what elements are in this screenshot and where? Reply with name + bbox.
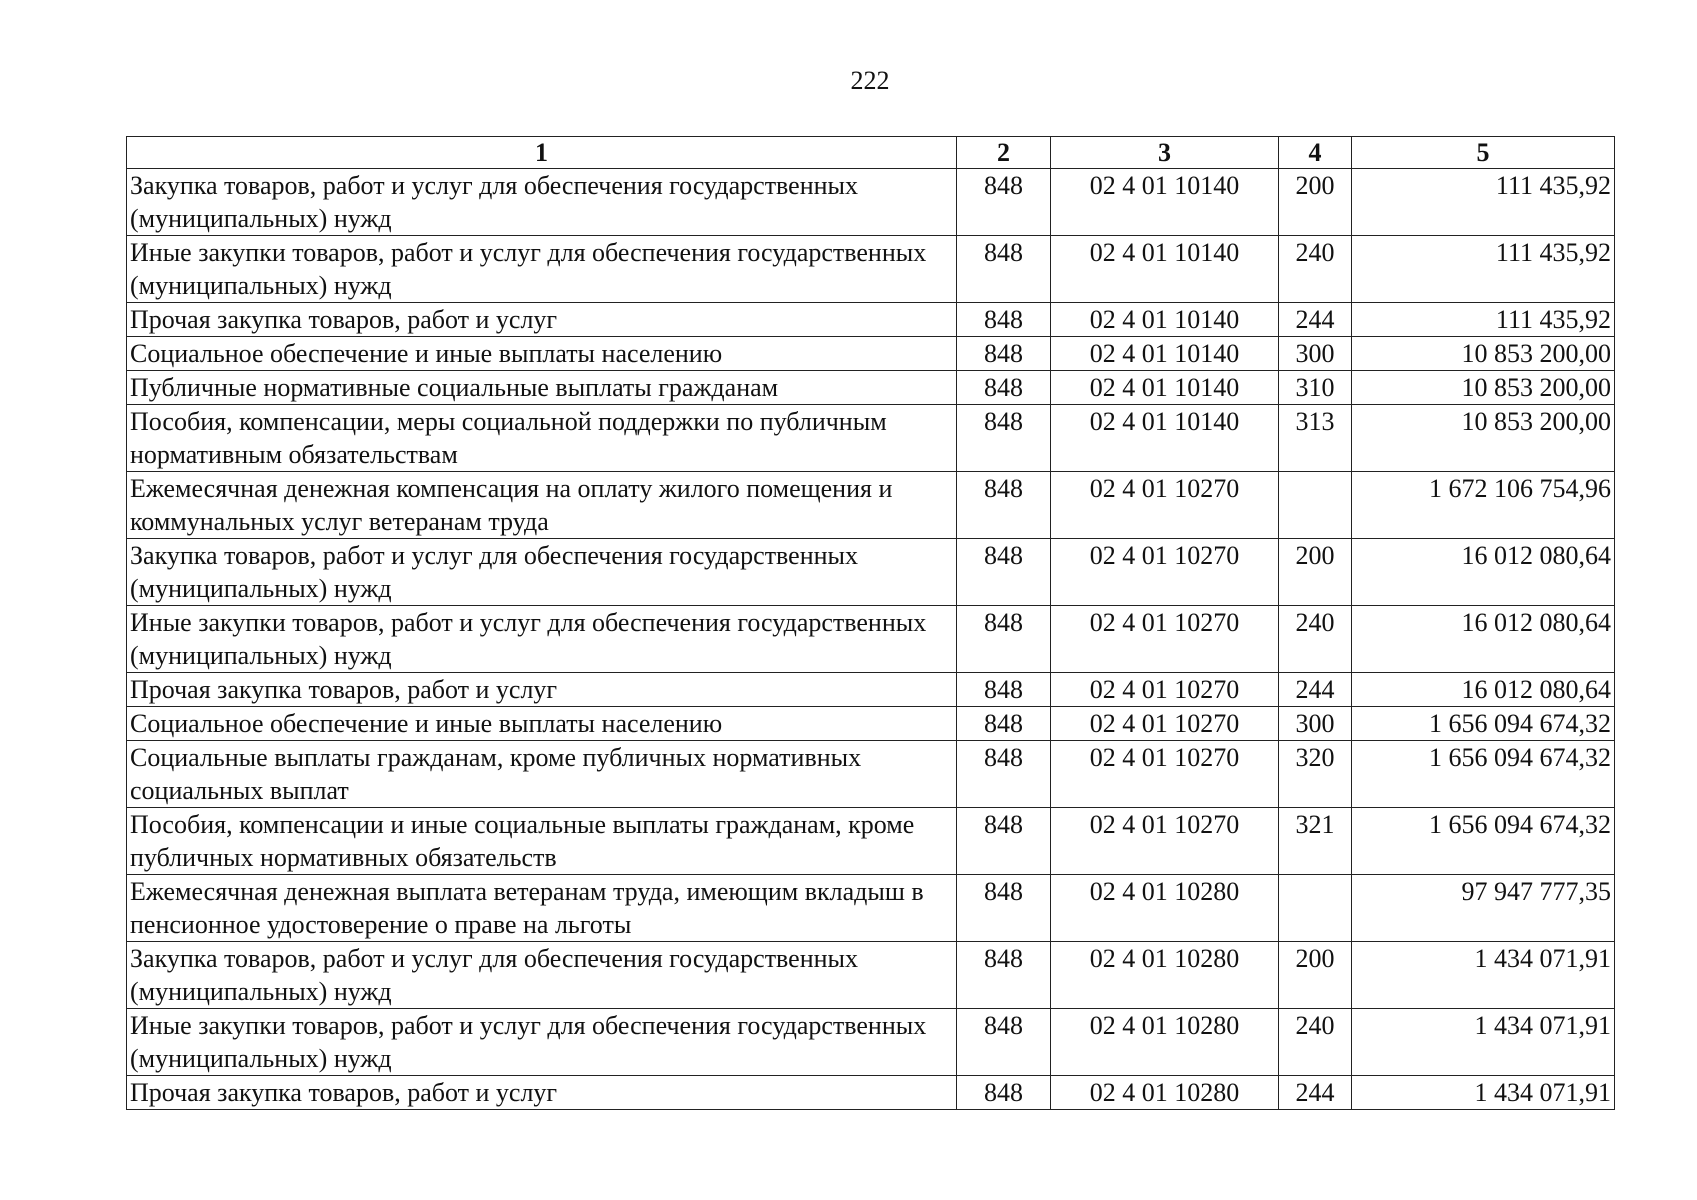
column-header-5: 5	[1352, 137, 1615, 169]
row-name-cell: Прочая закупка товаров, работ и услуг	[127, 303, 957, 337]
table-row	[127, 169, 1615, 236]
expense-type-cell: 320	[1279, 741, 1352, 808]
table-row	[127, 472, 1615, 539]
ministry-code-cell: 848	[957, 472, 1051, 539]
table-row	[127, 236, 1615, 303]
target-article-cell: 02 4 01 10280	[1051, 942, 1279, 1009]
column-header-3: 3	[1051, 137, 1279, 169]
row-name-cell: Ежемесячная денежная компенсация на оплату жилого помещения и коммунальных услуг ветеранам труда	[127, 472, 957, 539]
target-article-cell: 02 4 01 10140	[1051, 236, 1279, 303]
expense-type-cell: 200	[1279, 942, 1352, 1009]
ministry-code-cell: 848	[957, 942, 1051, 1009]
header-row	[127, 137, 1615, 169]
row-name-cell: Прочая закупка товаров, работ и услуг	[127, 1076, 957, 1110]
expense-type-cell: 244	[1279, 1076, 1352, 1110]
expense-type-cell: 200	[1279, 169, 1352, 236]
table-row	[127, 707, 1615, 741]
target-article-cell: 02 4 01 10270	[1051, 707, 1279, 741]
table-row	[127, 1009, 1615, 1076]
expense-type-cell: 240	[1279, 606, 1352, 673]
row-name-cell: Пособия, компенсации, меры социальной поддержки по публичным нормативным обязательствам	[127, 405, 957, 472]
target-article-cell: 02 4 01 10270	[1051, 808, 1279, 875]
target-article-cell: 02 4 01 10140	[1051, 169, 1279, 236]
table-body	[127, 169, 1615, 1110]
expense-type-cell: 244	[1279, 673, 1352, 707]
row-name-cell: Социальное обеспечение и иные выплаты населению	[127, 337, 957, 371]
budget-table	[126, 136, 1615, 1110]
ministry-code-cell: 848	[957, 337, 1051, 371]
ministry-code-cell: 848	[957, 606, 1051, 673]
table-row	[127, 673, 1615, 707]
ministry-code-cell: 848	[957, 1076, 1051, 1110]
ministry-code-cell: 848	[957, 1009, 1051, 1076]
ministry-code-cell: 848	[957, 169, 1051, 236]
ministry-code-cell: 848	[957, 405, 1051, 472]
amount-cell: 16 012 080,64	[1352, 539, 1615, 606]
target-article-cell: 02 4 01 10140	[1051, 405, 1279, 472]
amount-cell: 16 012 080,64	[1352, 606, 1615, 673]
expense-type-cell: 321	[1279, 808, 1352, 875]
expense-type-cell: 300	[1279, 337, 1352, 371]
row-name-cell: Прочая закупка товаров, работ и услуг	[127, 673, 957, 707]
ministry-code-cell: 848	[957, 303, 1051, 337]
row-name-cell: Публичные нормативные социальные выплаты гражданам	[127, 371, 957, 405]
amount-cell: 10 853 200,00	[1352, 337, 1615, 371]
expense-type-cell: 244	[1279, 303, 1352, 337]
row-name-cell: Закупка товаров, работ и услуг для обеспечения государственных (муниципальных) нужд	[127, 169, 957, 236]
row-name-cell: Закупка товаров, работ и услуг для обеспечения государственных (муниципальных) нужд	[127, 942, 957, 1009]
expense-type-cell: 313	[1279, 405, 1352, 472]
ministry-code-cell: 848	[957, 808, 1051, 875]
row-name-cell: Иные закупки товаров, работ и услуг для обеспечения государственных (муниципальных) нужд	[127, 606, 957, 673]
ministry-code-cell: 848	[957, 741, 1051, 808]
target-article-cell: 02 4 01 10280	[1051, 1076, 1279, 1110]
amount-cell: 1 656 094 674,32	[1352, 707, 1615, 741]
amount-cell: 1 656 094 674,32	[1352, 808, 1615, 875]
row-name-cell: Ежемесячная денежная выплата ветеранам труда, имеющим вкладыш в пенсионное удостоверение о праве на льготы	[127, 875, 957, 942]
amount-cell: 1 672 106 754,96	[1352, 472, 1615, 539]
amount-cell: 111 435,92	[1352, 169, 1615, 236]
amount-cell: 1 656 094 674,32	[1352, 741, 1615, 808]
ministry-code-cell: 848	[957, 539, 1051, 606]
table-header	[127, 137, 1615, 169]
amount-cell: 1 434 071,91	[1352, 1076, 1615, 1110]
column-header-1: 1	[127, 137, 957, 169]
target-article-cell: 02 4 01 10140	[1051, 371, 1279, 405]
expense-type-cell: 200	[1279, 539, 1352, 606]
amount-cell: 16 012 080,64	[1352, 673, 1615, 707]
table-row	[127, 942, 1615, 1009]
table-row	[127, 539, 1615, 606]
expense-type-cell	[1279, 875, 1352, 942]
amount-cell: 1 434 071,91	[1352, 942, 1615, 1009]
target-article-cell: 02 4 01 10280	[1051, 1009, 1279, 1076]
table-row	[127, 741, 1615, 808]
row-name-cell: Иные закупки товаров, работ и услуг для обеспечения государственных (муниципальных) нужд	[127, 1009, 957, 1076]
page-number: 222	[850, 66, 890, 95]
amount-cell: 111 435,92	[1352, 236, 1615, 303]
table-row	[127, 371, 1615, 405]
table-row	[127, 303, 1615, 337]
expense-type-cell: 240	[1279, 1009, 1352, 1076]
target-article-cell: 02 4 01 10140	[1051, 303, 1279, 337]
expense-type-cell: 240	[1279, 236, 1352, 303]
expense-type-cell	[1279, 472, 1352, 539]
column-header-4: 4	[1279, 137, 1352, 169]
table-row	[127, 875, 1615, 942]
ministry-code-cell: 848	[957, 875, 1051, 942]
amount-cell: 111 435,92	[1352, 303, 1615, 337]
target-article-cell: 02 4 01 10270	[1051, 472, 1279, 539]
table-row	[127, 606, 1615, 673]
column-header-2: 2	[957, 137, 1051, 169]
ministry-code-cell: 848	[957, 371, 1051, 405]
amount-cell: 97 947 777,35	[1352, 875, 1615, 942]
target-article-cell: 02 4 01 10270	[1051, 539, 1279, 606]
target-article-cell: 02 4 01 10270	[1051, 741, 1279, 808]
ministry-code-cell: 848	[957, 707, 1051, 741]
target-article-cell: 02 4 01 10140	[1051, 337, 1279, 371]
table-row	[127, 405, 1615, 472]
expense-type-cell: 310	[1279, 371, 1352, 405]
row-name-cell: Пособия, компенсации и иные социальные выплаты гражданам, кроме публичных нормативных обязательств	[127, 808, 957, 875]
amount-cell: 1 434 071,91	[1352, 1009, 1615, 1076]
amount-cell: 10 853 200,00	[1352, 371, 1615, 405]
row-name-cell: Закупка товаров, работ и услуг для обеспечения государственных (муниципальных) нужд	[127, 539, 957, 606]
row-name-cell: Социальные выплаты гражданам, кроме публичных нормативных социальных выплат	[127, 741, 957, 808]
table-row	[127, 808, 1615, 875]
ministry-code-cell: 848	[957, 236, 1051, 303]
table-row	[127, 1076, 1615, 1110]
amount-cell: 10 853 200,00	[1352, 405, 1615, 472]
target-article-cell: 02 4 01 10280	[1051, 875, 1279, 942]
target-article-cell: 02 4 01 10270	[1051, 606, 1279, 673]
table-row	[127, 337, 1615, 371]
row-name-cell: Иные закупки товаров, работ и услуг для обеспечения государственных (муниципальных) нужд	[127, 236, 957, 303]
ministry-code-cell: 848	[957, 673, 1051, 707]
row-name-cell: Социальное обеспечение и иные выплаты населению	[127, 707, 957, 741]
target-article-cell: 02 4 01 10270	[1051, 673, 1279, 707]
expense-type-cell: 300	[1279, 707, 1352, 741]
